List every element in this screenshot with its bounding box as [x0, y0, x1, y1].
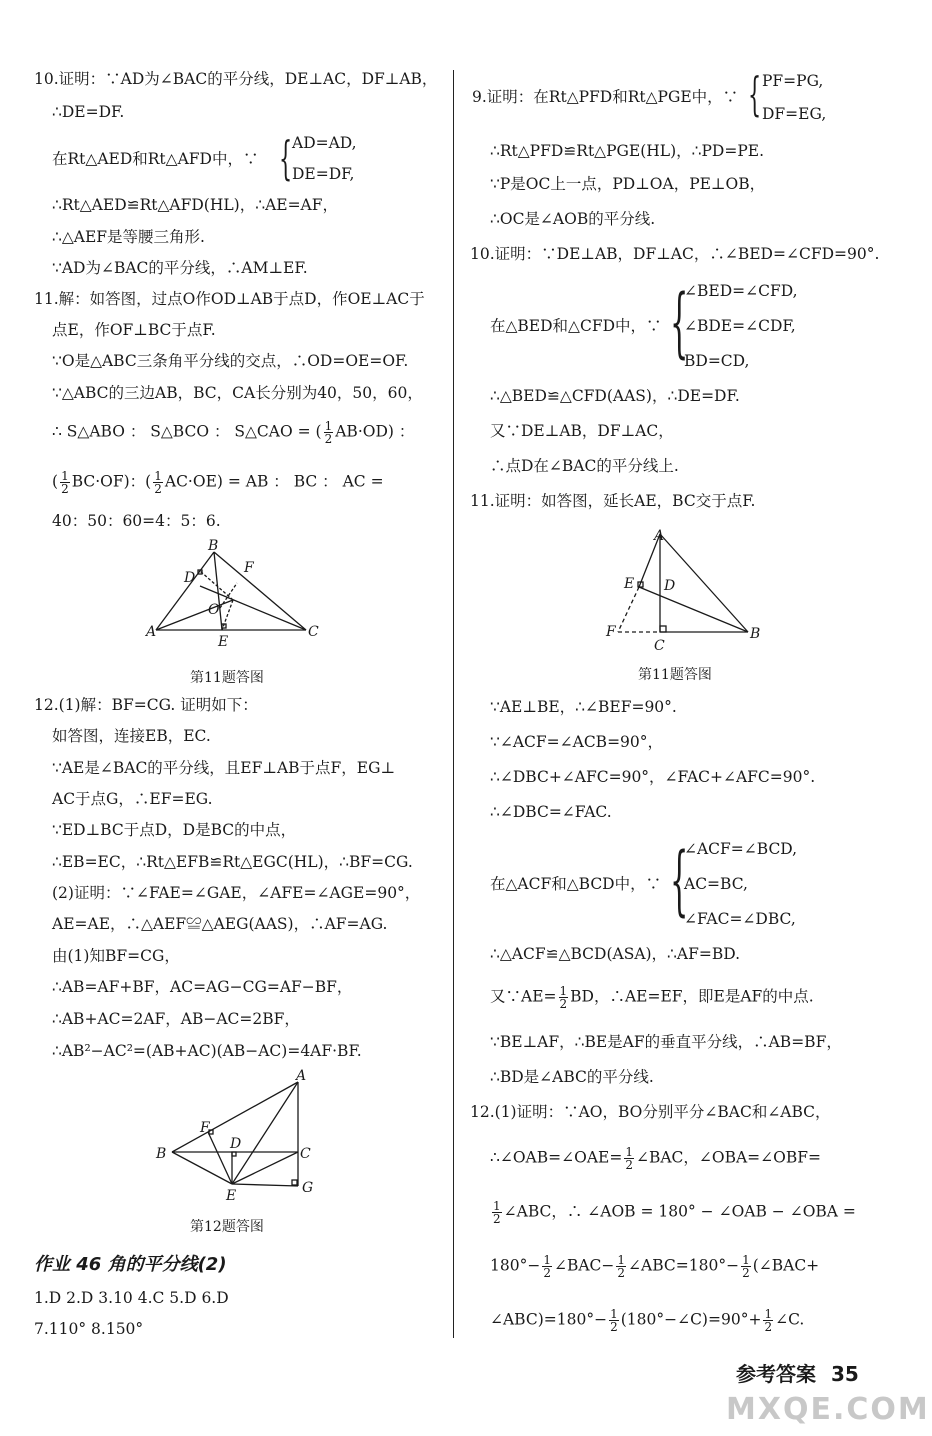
- left-p12-line10: ∴AB=AF+BF，AC=AG−CG=AF−BF，: [52, 978, 353, 996]
- right-p11-brace: {: [670, 835, 689, 924]
- column-divider: [453, 70, 454, 1338]
- right-q11-caption: 第11题答图: [638, 667, 712, 683]
- left-q12-figure: [150, 1068, 330, 1204]
- right-p12-line1: 12.(1)证明：∵AO，BO分别平分∠BAC和∠ABC，: [470, 1103, 831, 1121]
- fraction-half: $\frac{1}{2}$: [493, 1199, 501, 1226]
- right-p11-brace-line3: ∠FAC=∠DBC,: [684, 910, 796, 928]
- left-p10-line6: ∵AD为∠BAC的平分线，∴AM⊥EF.: [52, 259, 308, 277]
- page-number: 35: [830, 1362, 859, 1386]
- left-p10-line5: ∴△AEF是等腰三角形.: [52, 228, 205, 246]
- right-p11-line9: ∵BE⊥AF，∴BE是AF的垂直平分线，∴AB=BF，: [490, 1033, 842, 1051]
- fraction-half: $\frac{1}{2}$: [764, 1307, 773, 1334]
- left-q11-figure: [140, 538, 330, 658]
- left-p11-line5: [52, 420, 414, 445]
- answers-line1: 1.D 2.D 3.10 4.C 5.D 6.D: [34, 1289, 229, 1307]
- fraction-half: $\frac{1}{2}$: [324, 419, 333, 446]
- left-q11-caption: 第11题答图: [190, 670, 264, 686]
- right-p9-brace: {: [748, 67, 762, 121]
- right-p11-brace-line1: ∠ACF=∠BCD,: [684, 840, 798, 858]
- right-p9-line2: ∴Rt△PFD≌Rt△PGE(HL)，∴PD=PE.: [490, 142, 765, 160]
- label-A: A: [296, 1068, 307, 1084]
- right-p11-line2: ∵AE⊥BE，∴∠BEF=90°.: [490, 698, 677, 716]
- left-p11-line5-part1: ∴ S△ABO ： S△BCO ： S△CAO = (: [52, 422, 322, 441]
- right-p12-line5: ∠ABC)=180°− $\frac{1}{2}$ (180°−∠C)=90°+ $\frac{1}{2}$ ∠C.: [490, 1307, 805, 1334]
- right-p10-brace: {: [670, 277, 689, 366]
- label-D: D: [230, 1136, 242, 1152]
- left-p10-line4: ∴Rt△AED≌Rt△AFD(HL)，∴AE=AF，: [52, 196, 339, 214]
- label-C: C: [300, 1146, 311, 1162]
- right-p11-line3: ∵∠ACF=∠ACB=90°，: [490, 733, 664, 751]
- right-p11-brace-line2: AC=BC,: [684, 875, 748, 893]
- right-p12-line3: $\frac{1}{2}$ ∠ABC，∴ ∠AOB = 180° − ∠OAB − ∠OBA =: [493, 1199, 856, 1226]
- label-B: B: [208, 538, 219, 554]
- answers-line2: 7.110° 8.150°: [34, 1320, 144, 1338]
- left-p10-brace-line2: DE=DF,: [292, 165, 355, 183]
- right-p11-line8: 又∵AE= $\frac{1}{2}$ BD，∴AE=EF，即E是AF的中点.: [490, 984, 814, 1011]
- right-p12-line4: 180°− $\frac{1}{2}$ ∠BAC− $\frac{1}{2}$ ∠ABC=180°− $\frac{1}{2}$ (∠BAC+: [490, 1253, 820, 1280]
- left-p12-line7: (2)证明：∵∠FAE=∠GAE，∠AFE=∠AGE=90°，: [52, 884, 421, 902]
- right-p10-brace-line1: ∠BED=∠CFD,: [684, 282, 798, 300]
- label-C: C: [654, 638, 665, 654]
- right-p9-line1: 9.证明：在Rt△PFD和Rt△PGE中，∵: [472, 88, 739, 106]
- fraction-half: $\frac{1}{2}$: [617, 1253, 626, 1280]
- label-O: O: [208, 602, 220, 618]
- left-p11-line6: ( $\frac{1}{2}$ BC·OF)：( $\frac{1}{2}$ AC·OE) = AB ： BC ： AC =: [52, 469, 384, 496]
- left-p11-line2: 点E，作OF⊥BC于点F.: [52, 321, 216, 339]
- left-p12-line8: AE=AE，∴△AEF≌△AEG(AAS)，∴AF=AG.: [52, 915, 388, 933]
- left-p11-line7: 40：50：60=4：5：6.: [52, 512, 221, 530]
- left-p11-line5-part2: AB·OD) ：: [335, 422, 415, 441]
- left-p12-line3: ∵AE是∠BAC的平分线，且EF⊥AB于点F，EG⊥: [52, 759, 396, 777]
- left-p12-line1: 12.(1)解：BF=CG. 证明如下：: [34, 696, 258, 714]
- fraction-half: $\frac{1}{2}$: [742, 1253, 750, 1280]
- right-p11-line5: ∴∠DBC=∠FAC.: [490, 803, 612, 821]
- label-G: G: [302, 1180, 314, 1196]
- left-p11-line3: ∵O是△ABC三条角平分线的交点，∴OD=OE=OF.: [52, 352, 409, 370]
- right-p10-line4: 又∵DE⊥AB，DF⊥AC，: [490, 422, 674, 440]
- right-p11-line4: ∴∠DBC+∠AFC=90°，∠FAC+∠AFC=90°.: [490, 768, 816, 786]
- label-E: E: [226, 1188, 237, 1204]
- label-B: B: [156, 1146, 167, 1162]
- right-p10-brace-line2: ∠BDE=∠CDF,: [684, 317, 796, 335]
- section-heading: 作业 46 角的平分线(2): [34, 1254, 227, 1275]
- page-footer: [736, 1358, 859, 1387]
- left-p10-brace: {: [279, 131, 293, 185]
- right-p10-line2: 在△BED和△CFD中，∵: [490, 317, 662, 335]
- right-p10-line5: ∴点D在∠BAC的平分线上.: [490, 457, 679, 475]
- fraction-half: $\frac{1}{2}$: [559, 984, 568, 1011]
- fraction-half: $\frac{1}{2}$: [543, 1253, 551, 1280]
- fraction-half: $\frac{1}{2}$: [610, 1307, 618, 1334]
- right-q11-figure: [596, 524, 776, 654]
- left-p10-brace-line1: AD=AD,: [292, 134, 357, 152]
- left-p12-line6: ∴EB=EC，∴Rt△EFB≌Rt△EGC(HL)，∴BF=CG.: [52, 853, 413, 871]
- label-C: C: [308, 624, 319, 640]
- left-p12-line4: AC于点G，∴EF=EG.: [52, 790, 213, 808]
- left-p11-line4: ∵△ABC的三边AB，BC，CA长分别为40，50，60，: [52, 384, 423, 402]
- right-p9-line3: ∵P是OC上一点，PD⊥OA，PE⊥OB，: [490, 175, 766, 193]
- right-p9-brace-line2: DF=EG,: [762, 105, 827, 123]
- left-p12-line9: 由(1)知BF=CG，: [52, 947, 180, 965]
- left-p12-line2: 如答图，连接EB，EC.: [52, 727, 211, 745]
- left-p10-line2: ∴DE=DF.: [52, 103, 125, 121]
- label-B: B: [750, 626, 761, 642]
- right-p10-line3: ∴△BED≌△CFD(AAS)，∴DE=DF.: [490, 387, 740, 405]
- left-p12-line11: ∴AB+AC=2AF，AB−AC=2BF，: [52, 1010, 300, 1028]
- right-p11-line6: 在△ACF和△BCD中，∵: [490, 875, 662, 893]
- label-A: A: [654, 528, 665, 544]
- left-p10-line1: 10.证明：∵AD为∠BAC的平分线，DE⊥AC，DF⊥AB，: [34, 70, 438, 88]
- left-q12-caption: 第12题答图: [190, 1219, 264, 1235]
- right-p9-line4: ∴OC是∠AOB的平分线.: [490, 210, 656, 228]
- fraction-half: $\frac{1}{2}$: [625, 1145, 633, 1172]
- right-p11-line7: ∴△ACF≌△BCD(ASA)，∴AF=BD.: [490, 945, 741, 963]
- left-p12-line5: ∵ED⊥BC于点D，D是BC的中点，: [52, 821, 297, 839]
- left-p10-line3: 在Rt△AED和Rt△AFD中，∵: [52, 150, 259, 168]
- label-E: E: [218, 634, 229, 650]
- right-p9-brace-line1: PF=PG,: [762, 72, 824, 90]
- label-F: F: [200, 1120, 210, 1136]
- label-E: E: [624, 576, 635, 592]
- fraction-half: $\frac{1}{2}$: [61, 469, 69, 496]
- label-D: D: [664, 578, 676, 594]
- label-F: F: [244, 560, 254, 576]
- left-p12-line12: ∴AB²−AC²=(AB+AC)(AB−AC)=4AF·BF.: [52, 1042, 362, 1060]
- label-F: F: [606, 624, 616, 640]
- right-p11-line1: 11.证明：如答图，延长AE，BC交于点F.: [470, 492, 756, 510]
- right-p10-brace-line3: BD=CD,: [684, 352, 750, 370]
- left-p11-line1: 11.解：如答图，过点O作OD⊥AB于点D，作OE⊥AC于: [34, 290, 425, 308]
- footer-label: 参考答案: [736, 1362, 816, 1386]
- label-A: A: [146, 624, 157, 640]
- fraction-half: $\frac{1}{2}$: [154, 469, 162, 496]
- right-p12-line2: ∴∠OAB=∠OAE= $\frac{1}{2}$ ∠BAC，∠OBA=∠OBF=: [490, 1145, 821, 1172]
- right-p10-line1: 10.证明：∵DE⊥AB，DF⊥AC，∴∠BED=∠CFD=90°.: [470, 245, 880, 263]
- watermark: MXQE.COM: [726, 1392, 930, 1427]
- label-D: D: [184, 570, 196, 586]
- right-p11-line10: ∴BD是∠ABC的平分线.: [490, 1068, 654, 1086]
